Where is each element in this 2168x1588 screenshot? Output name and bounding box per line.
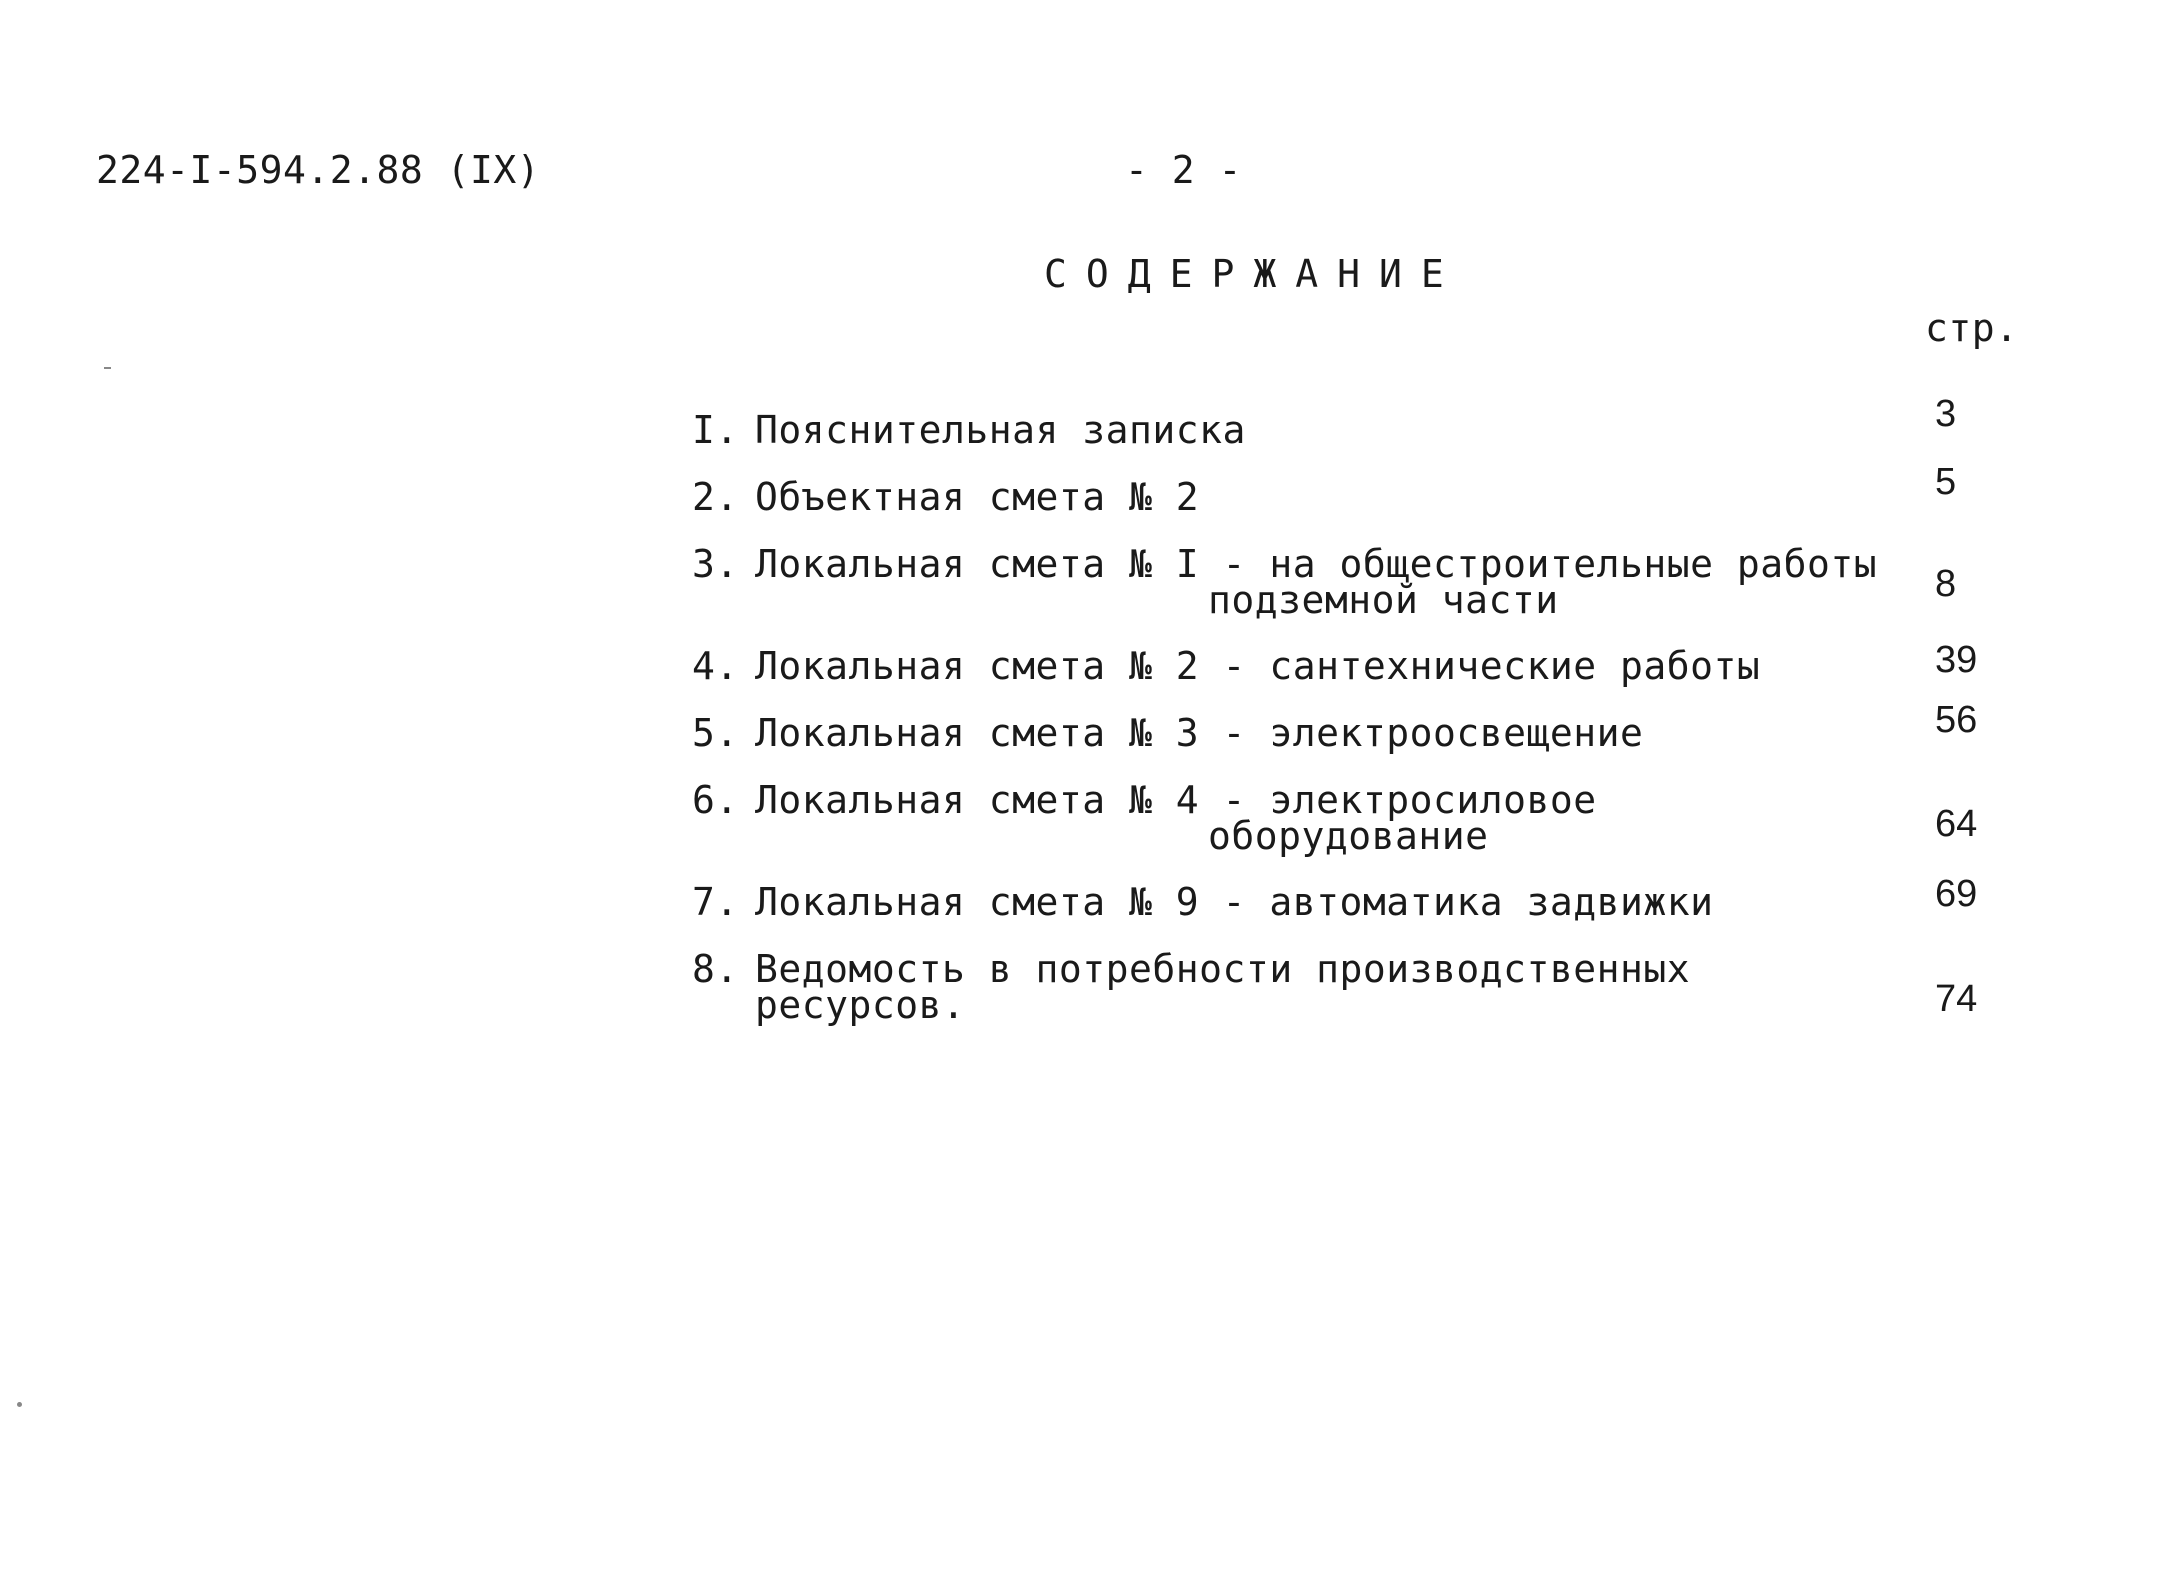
toc-item-text — [755, 644, 1761, 688]
toc-item-text-line1: Пояснительная записка — [755, 408, 1246, 452]
toc-item-8 — [0, 947, 2168, 1031]
toc-item-text — [755, 542, 1878, 622]
toc-item-number: 4. — [692, 644, 739, 688]
toc-item-text-line1: Локальная смета № 4 - электросиловое — [755, 778, 1597, 822]
toc-item-page: 64 — [1935, 803, 1978, 845]
toc-item-page: 74 — [1935, 978, 1978, 1020]
toc-item-text — [755, 880, 1714, 924]
toc-item-text-line2: подземной части — [1208, 578, 1559, 622]
document-code: 224-I-594.2.88 (IX) — [96, 148, 541, 192]
toc-item-text — [755, 408, 1246, 452]
toc-item-6 — [0, 778, 2168, 862]
toc-item-text — [755, 711, 1644, 755]
toc-item-number: 6. — [692, 778, 739, 822]
toc-item-number: 8. — [692, 947, 739, 991]
scan-speck — [17, 1402, 22, 1407]
toc-item-page: 5 — [1935, 461, 1957, 503]
toc-item-number: 7. — [692, 880, 739, 924]
toc-item-text-line1: Объектная смета № 2 — [755, 475, 1200, 519]
toc-item-text-line1: Локальная смета № 9 - автоматика задвижки — [755, 880, 1714, 924]
toc-item-number: 3. — [692, 542, 739, 586]
toc-item-3 — [0, 542, 2168, 626]
page-number: - 2 - — [1125, 148, 1242, 192]
toc-item-text-line1: Локальная смета № 3 - электроосвещение — [755, 711, 1644, 755]
toc-item-page: 69 — [1935, 873, 1978, 915]
toc-item-number: 5. — [692, 711, 739, 755]
toc-item-text — [755, 947, 1691, 1027]
pages-column-header: стр. — [1925, 306, 2019, 350]
toc-item-text-line1: Локальная смета № 2 - сантехнические работы — [755, 644, 1761, 688]
toc-item-page: 39 — [1935, 639, 1978, 681]
toc-item-page: 3 — [1935, 393, 1957, 435]
toc-item-number: 2. — [692, 475, 739, 519]
toc-item-text-line1: Ведомость в потребности производственных — [755, 947, 1691, 991]
toc-item-number: I. — [692, 408, 739, 452]
toc-item-text-line2: оборудование — [1208, 814, 1489, 858]
toc-item-text-line2: ресурсов. — [755, 983, 966, 1027]
toc-item-text-line1: Локальная смета № I - на общестроительные работы — [755, 542, 1878, 586]
toc-item-text — [755, 778, 1597, 858]
toc-item-text — [755, 475, 1200, 519]
contents-title: СОДЕРЖАНИЕ — [1044, 252, 1463, 296]
scan-speck — [104, 367, 111, 369]
toc-item-page: 56 — [1935, 699, 1978, 741]
toc-item-page: 8 — [1935, 563, 1957, 605]
